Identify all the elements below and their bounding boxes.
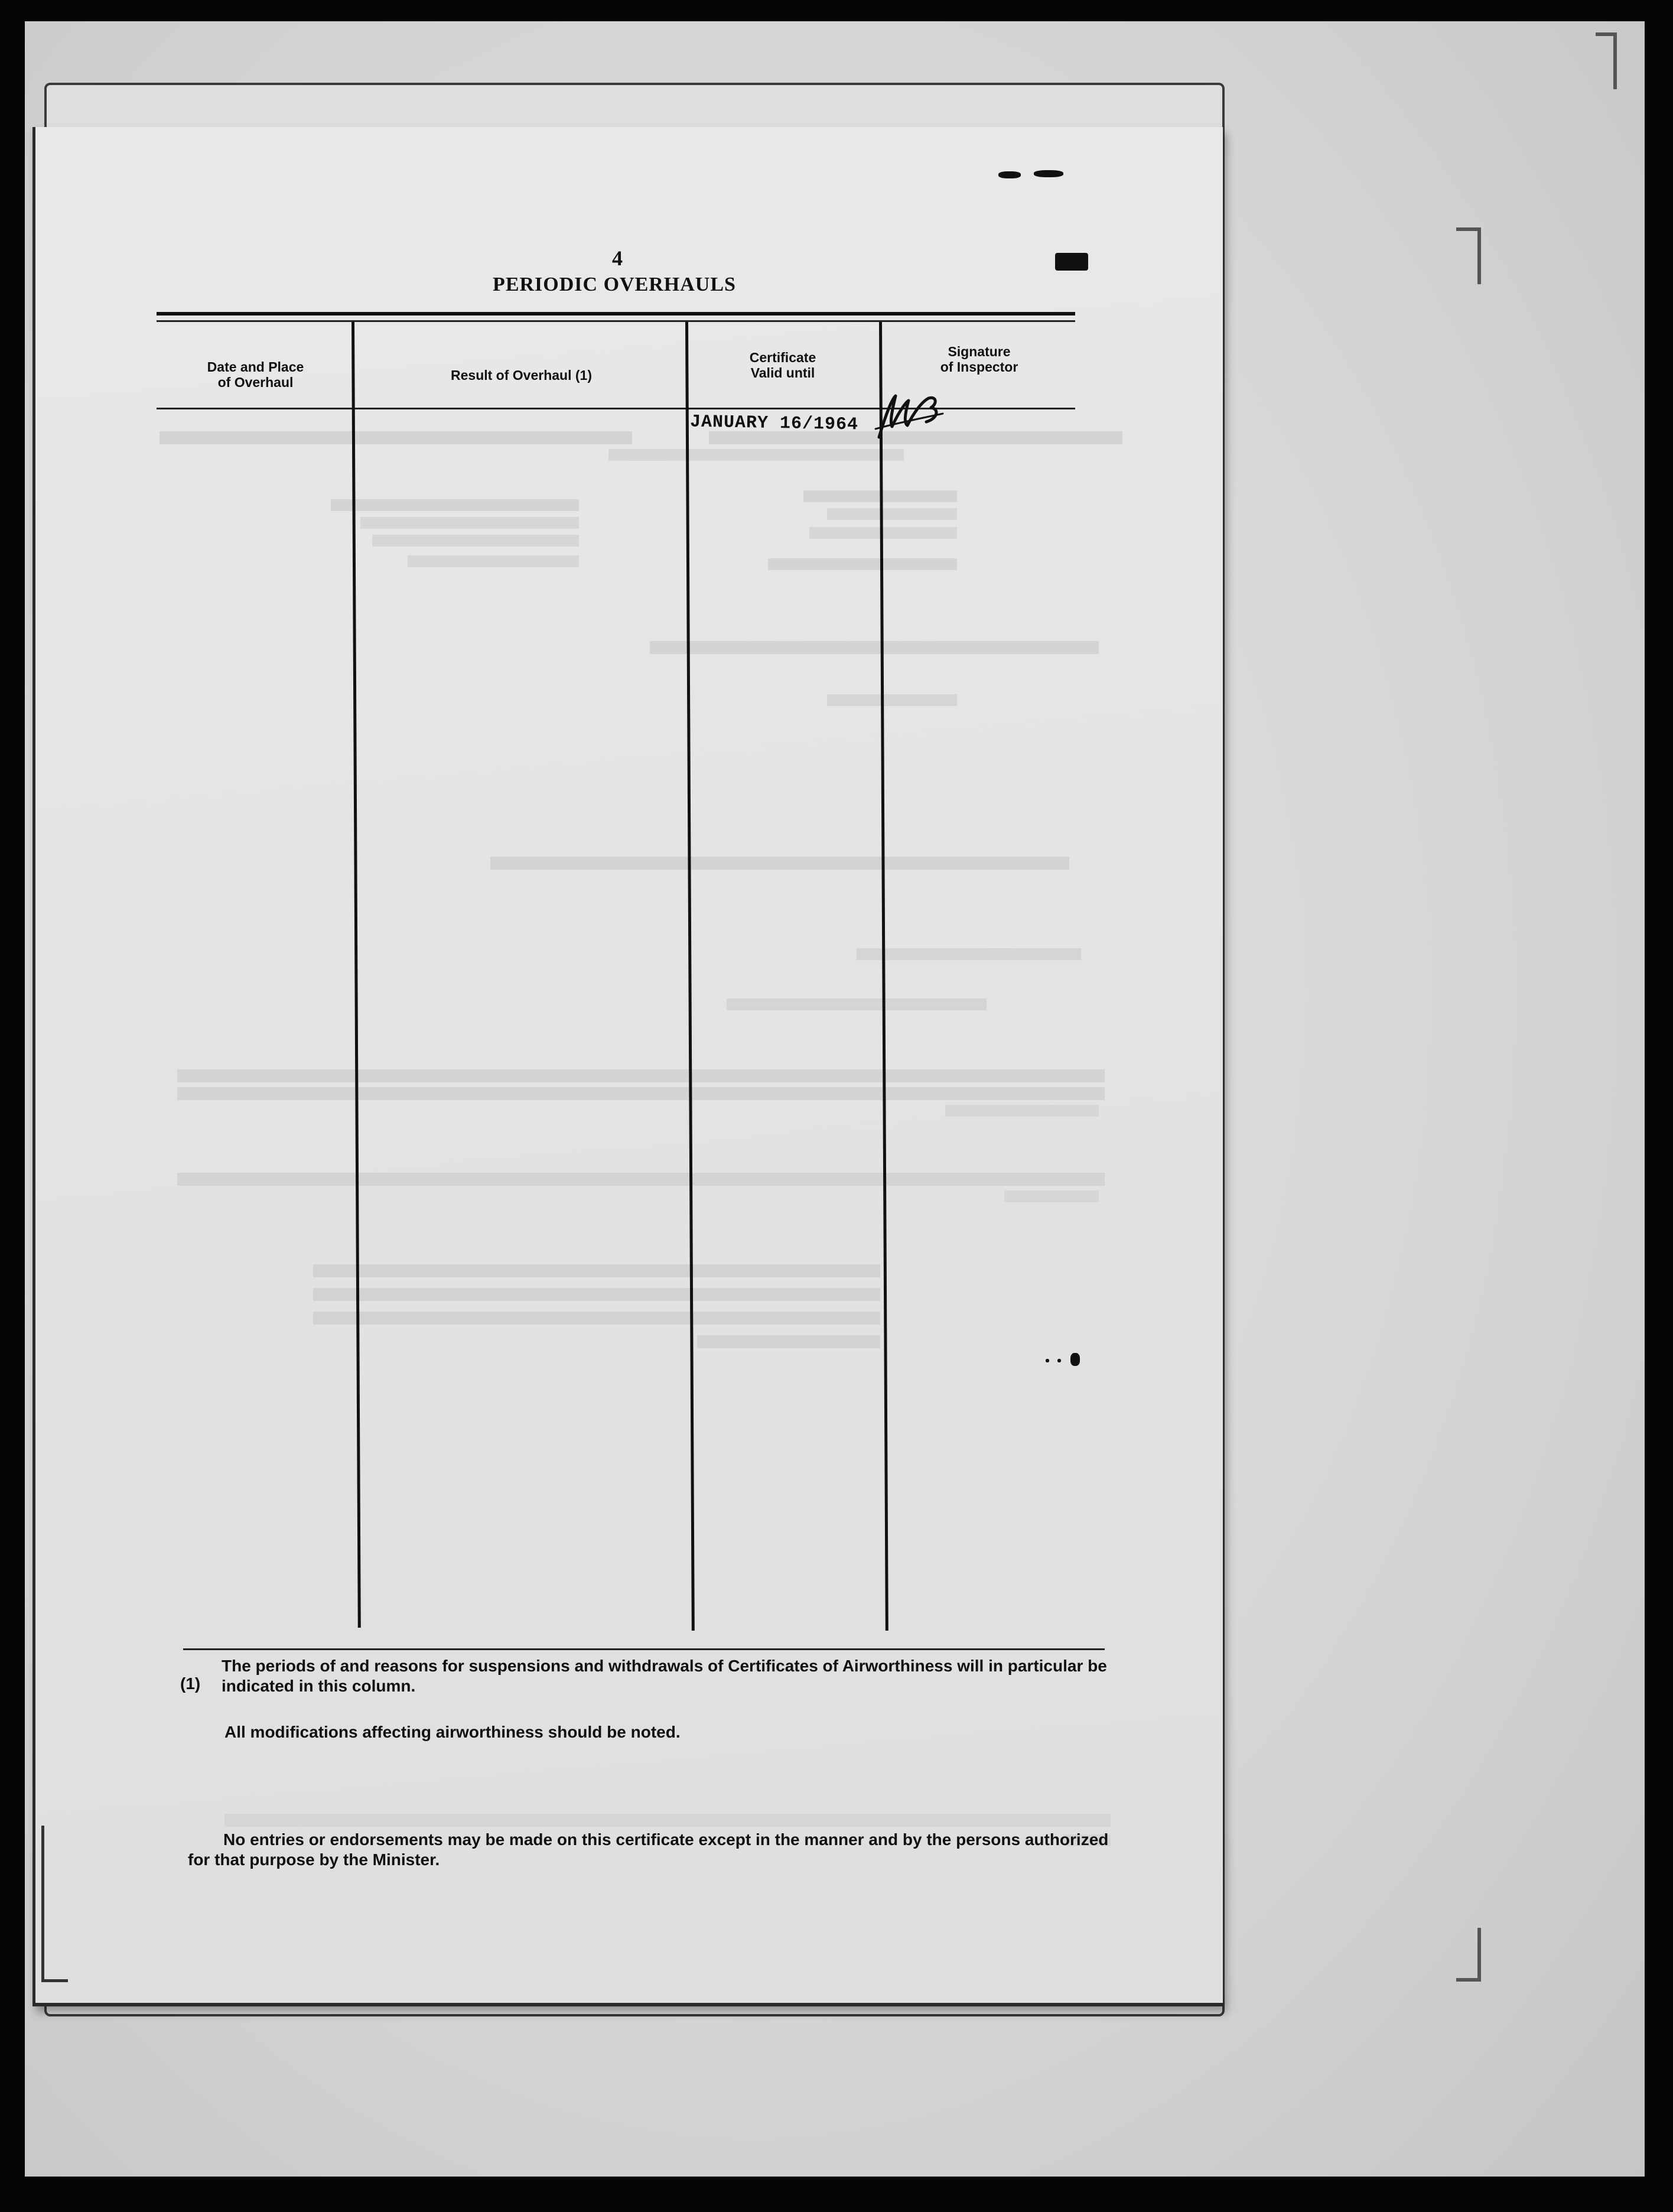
ink-smudge xyxy=(1034,170,1063,177)
clip-edge-mark xyxy=(41,1826,68,1982)
ink-dot xyxy=(1057,1359,1061,1362)
tab-mark xyxy=(1055,253,1088,271)
table-top-rule xyxy=(157,312,1075,315)
footnote-rule xyxy=(183,1648,1105,1650)
modifications-note: All modifications affecting airworthiness should be noted. xyxy=(224,1723,681,1741)
page-title: PERIODIC OVERHAULS xyxy=(493,274,736,295)
film-border-bottom xyxy=(0,2177,1673,2212)
film-border-top xyxy=(0,0,1673,21)
column-header-line: of Inspector xyxy=(940,359,1018,375)
certificate-valid-until-stamp: JANUARY 16/1964 xyxy=(689,412,859,435)
footnote-marker: (1) xyxy=(180,1674,201,1693)
footnote-text: The periods of and reasons for suspensions and withdrawals of Certificates of Airworthiness will in particular be indicated in this column. xyxy=(222,1657,1107,1695)
corner-mark-upper xyxy=(1456,227,1481,284)
column-header-line: Certificate xyxy=(749,350,816,365)
ink-dot xyxy=(1046,1359,1049,1362)
column-header-line: Date and Place xyxy=(207,359,304,375)
film-border-right xyxy=(1645,0,1673,2212)
corner-mark-top-right xyxy=(1596,32,1617,89)
table-top-rule-secondary xyxy=(157,320,1075,322)
ink-smudge xyxy=(998,171,1021,178)
column-header-result xyxy=(360,367,682,383)
film-border-left xyxy=(0,0,25,2212)
column-header-date-place xyxy=(162,359,349,390)
ink-dot xyxy=(1070,1353,1080,1366)
column-header-line: Valid until xyxy=(750,365,815,380)
endorsements-note: No entries or endorsements may be made on this certificate except in the manner and by the persons authorized for that purpose by the Minister. xyxy=(188,1830,1109,1869)
page-number: 4 xyxy=(612,246,623,270)
column-header-valid-until xyxy=(691,350,874,380)
column-header-signature xyxy=(886,344,1072,375)
column-header-line: Signature xyxy=(948,344,1011,359)
column-header-line: Result of Overhaul (1) xyxy=(451,367,592,383)
corner-mark-lower xyxy=(1456,1928,1481,1982)
column-header-line: of Overhaul xyxy=(217,375,294,390)
inspector-initials-signature xyxy=(874,390,945,443)
